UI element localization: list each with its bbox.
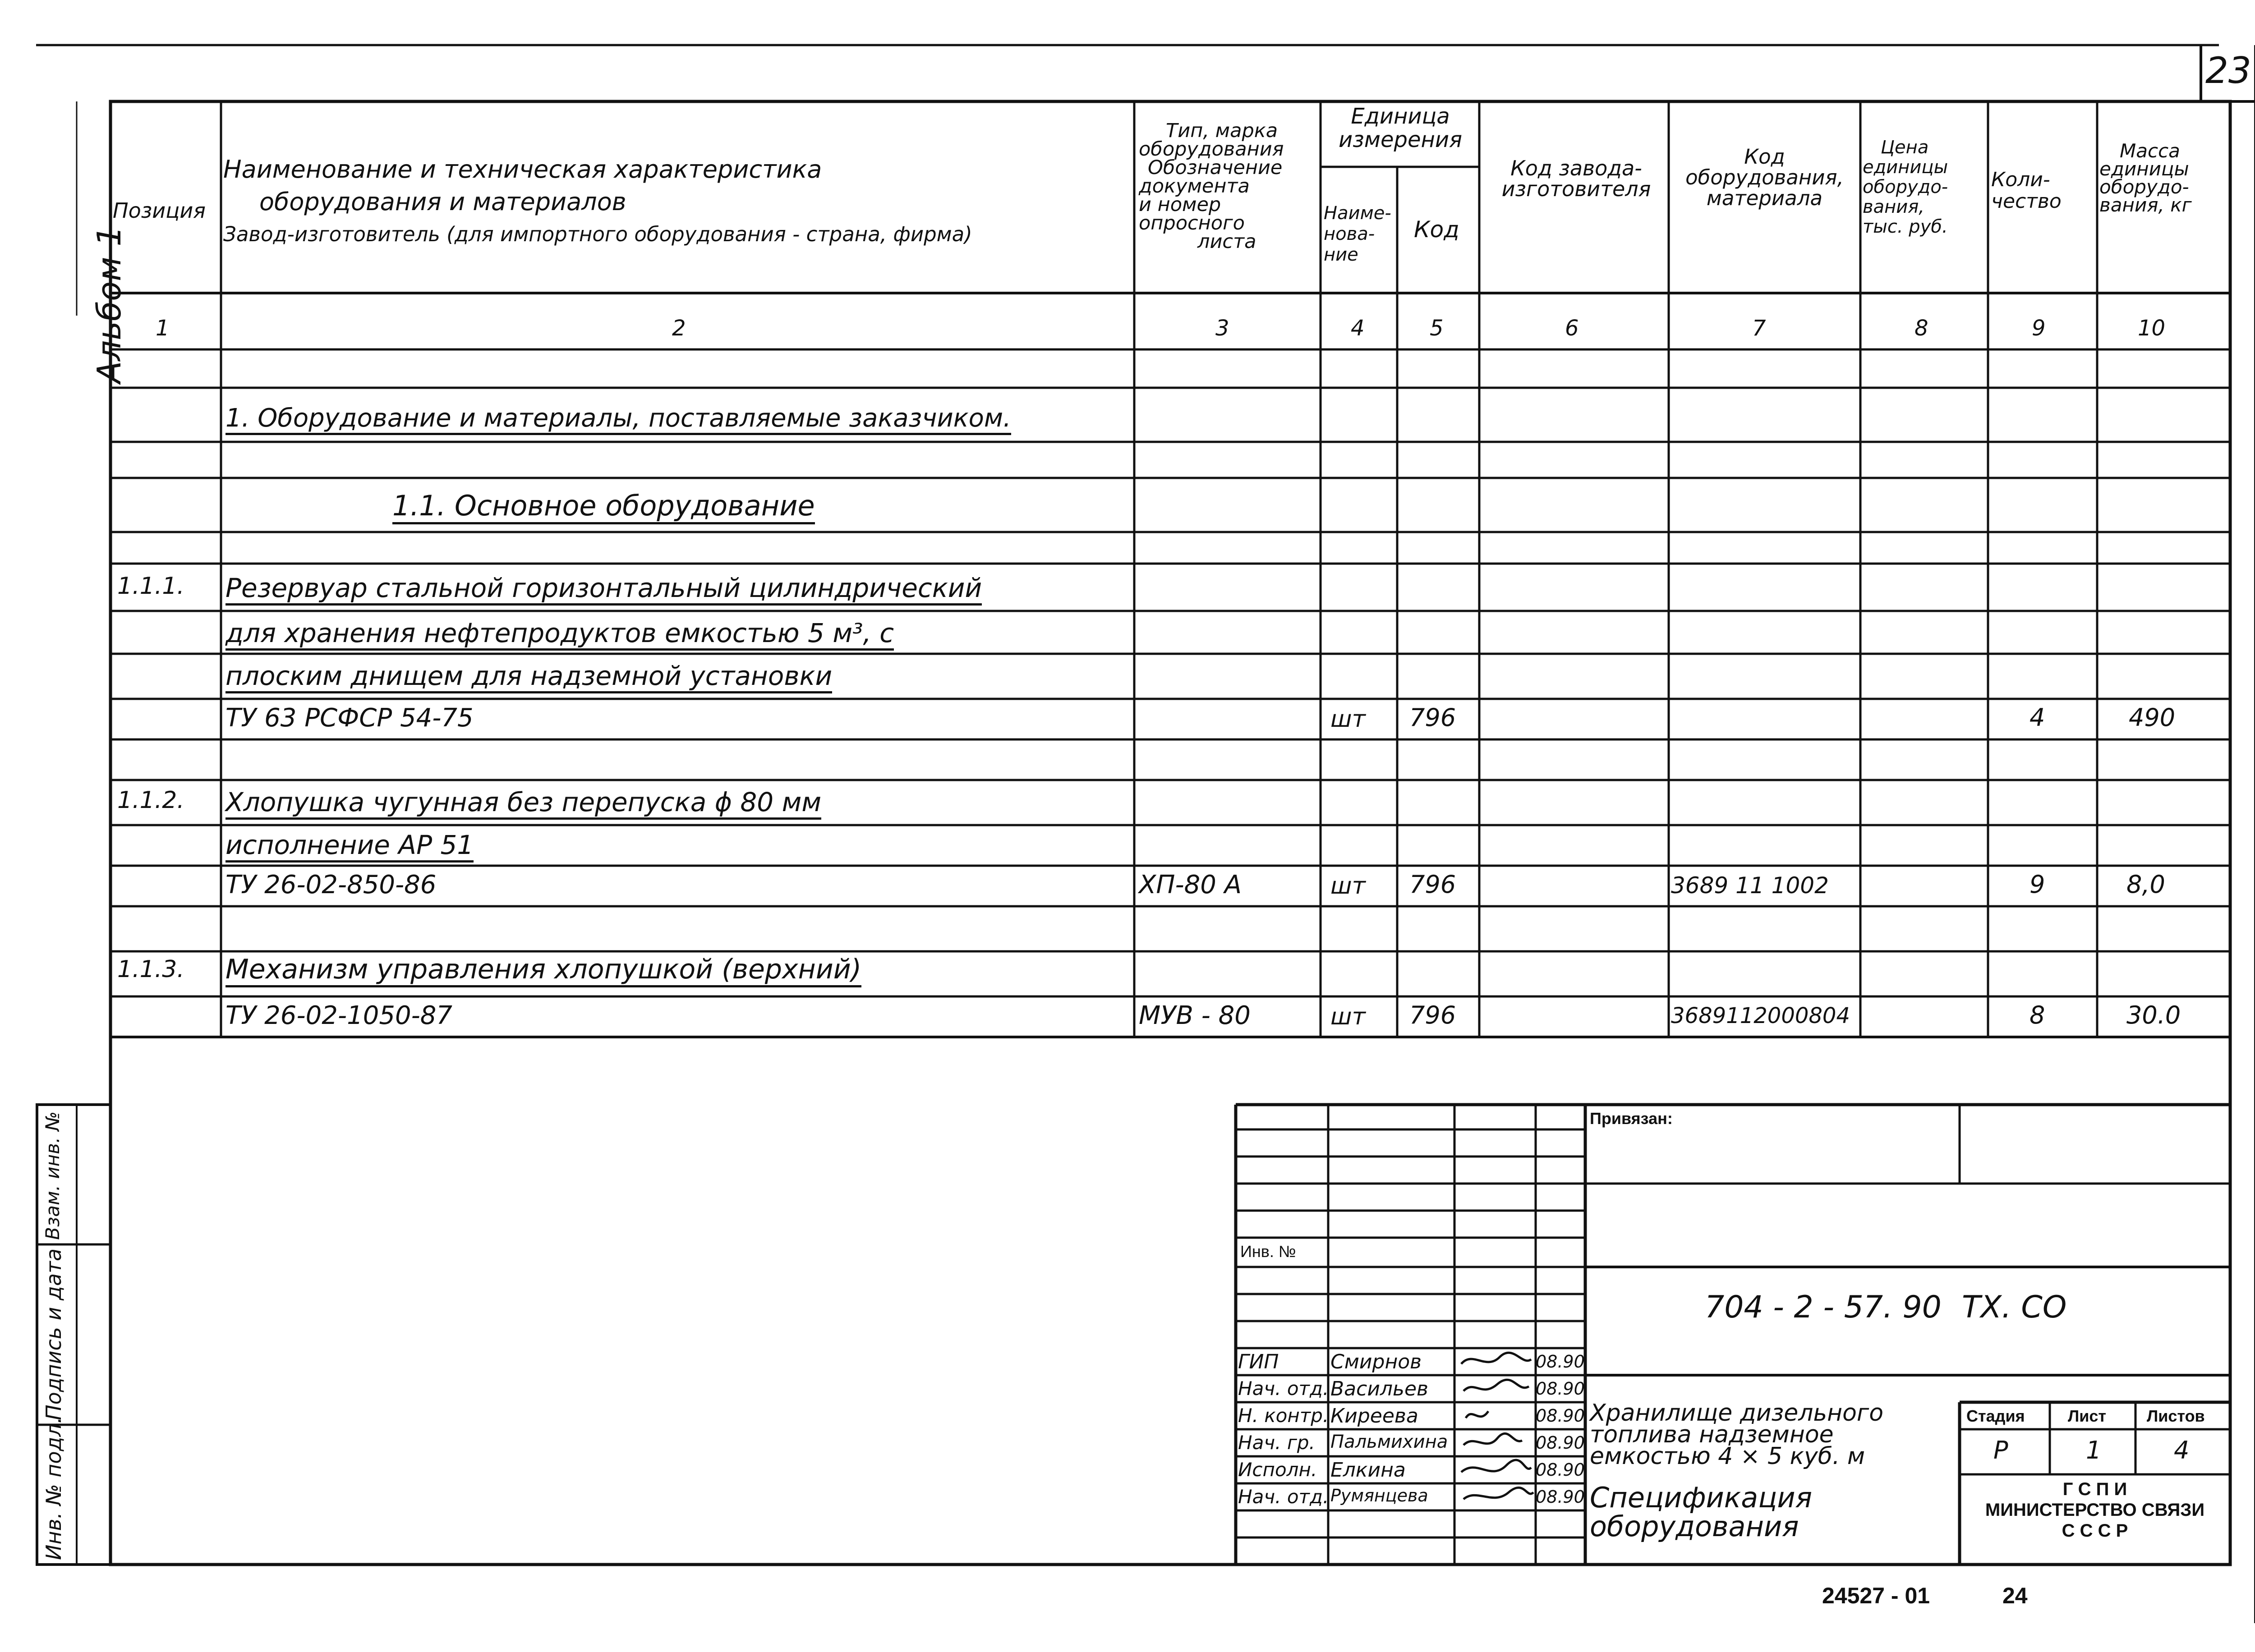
item-1-line2: для хранения нефтепродуктов емкостью 5 м³, с: [226, 618, 894, 651]
name-1: Смирнов: [1330, 1350, 1422, 1373]
date-4: 08.90: [1536, 1433, 1585, 1453]
item-3-line1: Механизм управления хлопушкой (верхний): [226, 954, 861, 987]
header-mass-l4: вания, кг: [2099, 194, 2192, 216]
header-qty: [1991, 169, 2062, 212]
item-1-unit: шт: [1330, 706, 1366, 733]
item-2-line1: Хлопушка чугунная без перепуска ϕ 80 мм: [226, 787, 821, 820]
item-3-type: МУВ - 80: [1139, 1001, 1251, 1030]
document-type: ТХ. СО: [1962, 1289, 2067, 1325]
header-unit-name-l1: Наиме-: [1324, 203, 1391, 224]
colnum-10: 10: [2138, 316, 2166, 341]
date-6: 08.90: [1536, 1487, 1585, 1507]
role-4: Нач. гр.: [1238, 1432, 1315, 1454]
sheets-label: Листов: [2147, 1407, 2205, 1425]
item-2-spec: ТУ 26-02-850-86: [226, 870, 437, 899]
header-mass-l3: оборудо-: [2099, 176, 2189, 198]
footer-page: 24: [2002, 1583, 2028, 1608]
header-qty-l2: чество: [1991, 190, 2062, 213]
document-code: 704 - 2 - 57. 90: [1705, 1289, 1942, 1325]
header-plant-code-l2: изготовителя: [1501, 177, 1651, 201]
header-price-l1: Цена: [1881, 137, 1929, 158]
item-1-mass: 490: [2129, 703, 2176, 732]
colnum-9: 9: [2032, 316, 2046, 341]
header-price-l4: вания,: [1863, 197, 1925, 217]
date-5: 08.90: [1536, 1460, 1585, 1480]
header-type-l6: опросного: [1139, 212, 1245, 234]
item-3-mass: 30.0: [2126, 1001, 2181, 1029]
header-type-l3: Обозначение: [1148, 156, 1283, 179]
role-3: Н. контр.: [1238, 1404, 1329, 1427]
album-label: Альбом 1: [90, 225, 128, 383]
item-3-qty: 8: [2030, 1001, 2045, 1029]
item-2-unit-code: 796: [1409, 870, 1456, 899]
header-type-l4: документа: [1139, 175, 1250, 197]
item-2-mat-code: 3689 11 1002: [1671, 872, 1829, 899]
sheet-title-l1: Спецификация: [1590, 1481, 1813, 1514]
header-unit-name-l3: ние: [1324, 244, 1358, 265]
organization-l2: МИНИСТЕРСТВО СВЯЗИ: [1985, 1500, 2205, 1520]
header-name: [223, 153, 972, 251]
organization-l1: Г С П И: [2062, 1479, 2127, 1499]
header-type-l5: и номер: [1139, 193, 1221, 216]
item-1-line1: Резервуар стальной горизонтальный цилиндрический: [226, 573, 982, 606]
header-unit-name: [1324, 203, 1391, 265]
role-5: Исполн.: [1238, 1459, 1317, 1481]
sheet-title: [1590, 1483, 1812, 1541]
role-2: Нач. отд.: [1238, 1377, 1329, 1400]
header-unit-group-l1: Единица: [1351, 104, 1450, 129]
header-unit-code: Код: [1414, 216, 1459, 243]
colnum-2: 2: [672, 316, 686, 341]
item-1-qty: 4: [2030, 703, 2045, 732]
item-3-unit-code: 796: [1409, 1001, 1456, 1029]
colnum-4: 4: [1351, 316, 1365, 341]
header-price-l2: единицы: [1863, 157, 1948, 178]
date-1: 08.90: [1536, 1352, 1585, 1372]
header-unit-group: [1324, 105, 1477, 151]
header-plant-code-l1: Код завода-: [1510, 156, 1642, 180]
header-mass-l1: Масса: [2120, 140, 2180, 162]
sheet-number: 23: [2205, 50, 2251, 92]
stage-label: Стадия: [1966, 1407, 2025, 1425]
item-2-type: ХП-80 А: [1139, 870, 1242, 899]
header-type-l2: оборудования: [1139, 138, 1284, 161]
item-2-mass: 8,0: [2126, 870, 2165, 899]
colnum-5: 5: [1430, 316, 1444, 341]
header-unit-group-l2: измерения: [1339, 127, 1462, 152]
inv-number-label: Инв. №: [1240, 1242, 1296, 1261]
name-6: Румянцева: [1330, 1486, 1428, 1505]
header-price: [1863, 138, 1948, 237]
item-1-pos: 1.1.1.: [117, 573, 184, 600]
date-3: 08.90: [1536, 1406, 1585, 1426]
header-equip-code: [1671, 147, 1858, 209]
header-equip-code-l1: Код: [1744, 145, 1785, 169]
header-name-line1: Наименование и техническая характеристика: [223, 155, 822, 184]
item-3-mat-code: 3689112000804: [1671, 1003, 1850, 1028]
object-title-l3: емкостью 4 × 5 куб. м: [1590, 1443, 1865, 1470]
item-3-unit: шт: [1330, 1003, 1366, 1030]
header-unit-name-l2: нова-: [1324, 224, 1375, 244]
colnum-6: 6: [1565, 316, 1579, 341]
role-1: ГИП: [1238, 1350, 1279, 1373]
header-name-line2: оборудования и материалов: [259, 188, 626, 216]
item-2-qty: 9: [2030, 870, 2045, 899]
header-mass: [2099, 142, 2192, 214]
side-stamp-replaced: Взам. инв. №: [41, 1111, 64, 1240]
side-stamp-signature: Подпись и дата: [41, 1248, 66, 1420]
item-1-line3: плоским днищем для надземной установки: [226, 661, 832, 693]
object-title: [1590, 1400, 1884, 1470]
header-plant-code: [1488, 158, 1664, 199]
sheet-label: Лист: [2068, 1407, 2107, 1425]
organization: [1962, 1479, 2228, 1541]
header-type-l1: Тип, марка: [1166, 119, 1278, 142]
item-1-unit-code: 796: [1409, 703, 1456, 732]
role-6: Нач. отд.: [1238, 1486, 1329, 1508]
item-1-spec: ТУ 63 РСФСР 54-75: [226, 703, 474, 733]
header-equip-code-l3: материала: [1706, 186, 1823, 210]
colnum-1: 1: [156, 316, 170, 341]
object-title-l2: топлива надземное: [1590, 1421, 1834, 1448]
stage-value: Р: [1993, 1436, 2008, 1464]
date-2: 08.90: [1536, 1379, 1585, 1399]
item-2-unit: шт: [1330, 872, 1366, 899]
sheet-value: 1: [2086, 1436, 2102, 1464]
item-3-spec: ТУ 26-02-1050-87: [226, 1001, 453, 1030]
name-3: Киреева: [1330, 1404, 1418, 1427]
section-heading-1-1: 1.1. Основное оборудование: [392, 489, 815, 524]
name-5: Елкина: [1330, 1459, 1406, 1482]
item-2-line2: исполнение АР 51: [226, 830, 474, 863]
header-type: [1139, 119, 1284, 253]
header-price-l5: тыс. руб.: [1863, 216, 1948, 237]
header-type-l7: листа: [1197, 230, 1256, 253]
organization-l3: С С С Р: [2062, 1521, 2128, 1541]
colnum-7: 7: [1752, 316, 1766, 341]
header-price-l3: оборудо-: [1863, 177, 1948, 197]
header-mass-l2: единицы: [2099, 158, 2189, 180]
colnum-8: 8: [1914, 316, 1928, 341]
header-position: Позиция: [113, 198, 206, 223]
object-title-l1: Хранилище дизельного: [1590, 1400, 1884, 1427]
name-4: Пальмихина: [1330, 1432, 1448, 1452]
privyazan-label: Привязан:: [1590, 1109, 1673, 1128]
item-2-pos: 1.1.2.: [117, 787, 184, 814]
header-qty-l1: Коли-: [1991, 168, 2050, 191]
sheet-title-l2: оборудования: [1590, 1510, 1799, 1543]
signatures: [1454, 1348, 1536, 1510]
item-3-pos: 1.1.3.: [117, 956, 184, 983]
colnum-3: 3: [1215, 316, 1229, 341]
sheets-value: 4: [2174, 1436, 2190, 1464]
header-equip-code-l2: оборудования,: [1685, 165, 1844, 189]
footer-code: 24527 - 01: [1822, 1583, 1930, 1608]
name-2: Васильев: [1330, 1377, 1428, 1400]
section-heading-1: 1. Оборудование и материалы, поставляемые заказчиком.: [226, 404, 1011, 435]
side-stamp-inv-orig: Инв. № подл.: [41, 1417, 66, 1560]
header-name-line3: Завод-изготовитель (для импортного оборудования - страна, фирма): [223, 222, 972, 246]
